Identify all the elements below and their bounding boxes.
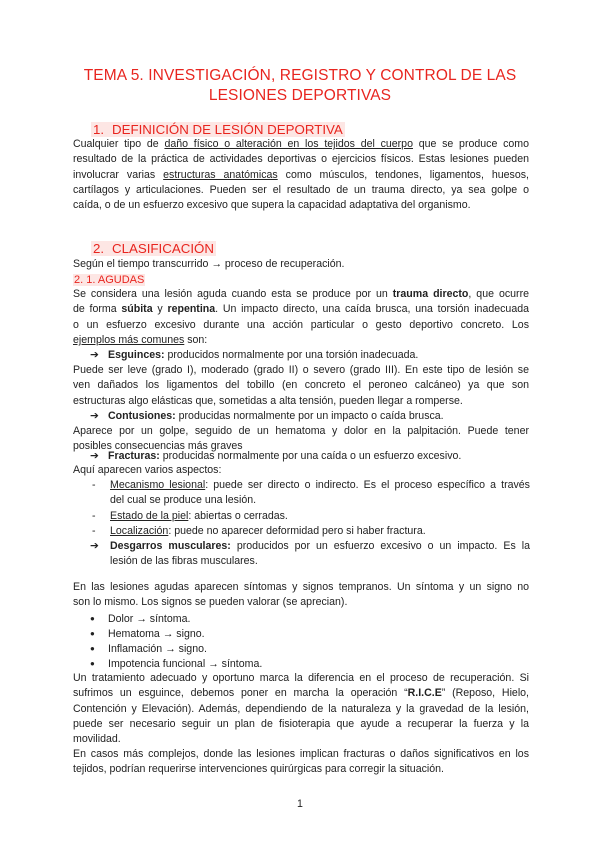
section-1-paragraph [73, 137, 529, 213]
section-2-heading [91, 241, 216, 257]
agudas-paragraph: Se considera una lesión aguda cuando esta se produce por un trauma directo, que ocurre de forma súbita y repentina. Un impacto directo, una caída brusca, una torsión inadecuada o un esfuerzo excesivo durante una acción particular o gesto deportivo concreto. Los ejemplos más comunes son: [73, 288, 529, 346]
section-1-title: DEFINICIÓN DE LESIÓN DEPORTIVA [112, 122, 343, 137]
sintomas-paragraph: En las lesiones agudas aparecen síntomas y signos tempranos. Un síntoma y un signo no son lo mismo. Los signos se pueden valorar (se aprecian). [73, 581, 529, 609]
arrow-icon: ➔ [90, 450, 99, 462]
paragraph-line: resultado de la práctica de actividades deportivas o ejercicios físicos. Estas lesiones pueden [73, 153, 529, 166]
paragraph-line: involucrar varias estructuras anatómicas como músculos, tendones, ligamentos, huesos, [73, 168, 529, 181]
section-2-number: 2. [93, 241, 105, 256]
arrow-icon: ➔ [90, 410, 99, 422]
list-item-esguinces: ➔ Esguinces: producidos normalmente por una torsión inadecuada. [90, 348, 530, 363]
section-1-heading [91, 122, 345, 138]
section-2-intro: Según el tiempo transcurrido → proceso de recuperación. [73, 258, 345, 270]
tratamiento-paragraph: Un tratamiento adecuado y oportuno marca la diferencia en el proceso de recuperación. Si sufrimos un esguince, debemos poner en marcha la operación “R.I.C.E” (Reposo, Hielo, Contención y Elevación). Además, dependiendo de la naturaleza y la gravedad de la lesión, puede ser necesario seguir un plan de fisioterapia que ayude a recuperar la fuerza y la movilidad. [73, 672, 529, 746]
contusiones-paragraph: Aparece por un golpe, seguido de un hematoma y dolor en la palpitación. Puede tener posibles consecuencias más graves [73, 425, 529, 453]
title-line-1: TEMA 5. INVESTIGACIÓN, REGISTRO Y CONTROL DE LAS [83, 67, 517, 84]
paragraph-line: cartílagos y articulaciones. Pueden ser el resultado de un trauma directo, ya sea golpe o [73, 183, 529, 196]
list-item-piel: - Estado de la piel: abiertas o cerradas. [92, 510, 288, 522]
aspectos-intro: Aquí aparecen varios aspectos: [73, 464, 222, 476]
page-title [40, 66, 560, 106]
arrow-icon: ➔ [90, 349, 99, 361]
list-item-contusiones: ➔ Contusiones: producidas normalmente por un impacto o caída brusca. [90, 409, 530, 424]
bullet-item: ● Dolor → síntoma. [90, 613, 191, 625]
bullet-item: ● Hematoma → signo. [90, 628, 205, 640]
esguinces-paragraph: Puede ser leve (grado I), moderado (grado II) o severo (grado III). En este tipo de lesión se ven dañados los ligamentos del tobillo (en concreto el peroneo calcáneo) ya que son estructuras algo elásticas que, sometidas a alta tensión, pueden llegar a romperse. [73, 364, 529, 407]
arrow-icon: ➔ [90, 540, 99, 552]
section-2-title: CLASIFICACIÓN [112, 241, 214, 256]
section-1-number: 1. [93, 122, 105, 137]
casos-complejos-paragraph: En casos más complejos, donde las lesiones implican fracturas o daños significativos en los tejidos, podrían requerirse intervenciones quirúrgicas para corregir la situación. [73, 748, 529, 776]
title-line-2: LESIONES DEPORTIVAS [208, 87, 392, 104]
paragraph-line: Cualquier tipo de daño físico o alteración en los tejidos del cuerpo que se produce como [73, 138, 529, 150]
subsection-heading: 2. 1. AGUDAS [74, 274, 145, 286]
list-item-localizacion: - Localización: puede no aparecer deformidad pero si haber fractura. [92, 525, 426, 537]
list-item-desgarros: ➔ Desgarros musculares: producidos por un esfuerzo excesivo o un impacto. Es la lesión de las fibras musculares. [90, 540, 530, 568]
list-item-fracturas: ➔ Fracturas: producidas normalmente por una caída o un esfuerzo excesivo. [90, 449, 530, 464]
paragraph-line: caída, o de un esfuerzo excesivo que supera la capacidad adaptativa del organismo. [73, 199, 471, 212]
bullet-item: ● Inflamación → signo. [90, 643, 207, 655]
list-item-mecanismo: - Mecanismo lesional: puede ser directo o indirecto. Es el proceso específico a través del cual se produce una lesión. [92, 479, 530, 507]
bullet-item: ● Impotencia funcional → síntoma. [90, 658, 263, 670]
page-number: 1 [297, 798, 303, 810]
